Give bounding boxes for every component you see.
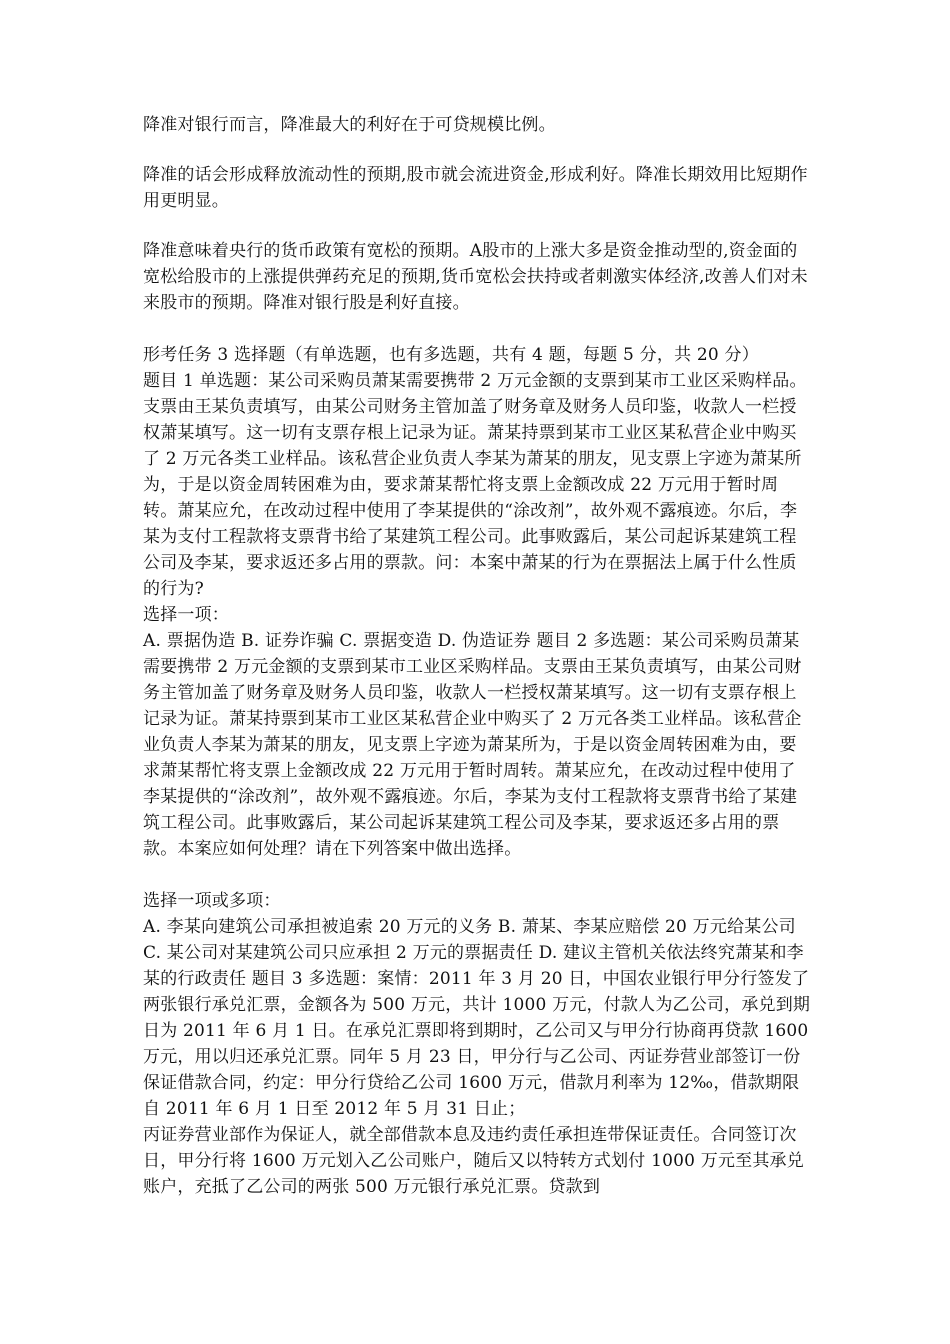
- paragraph-bank-benefit: 降准对银行而言，降准最大的利好在于可贷规模比例。: [143, 115, 556, 135]
- document-page: [143, 112, 811, 1200]
- task-header: 形考任务 3 选择题（有单选题，也有多选题，共有 4 题，每题 5 分，共 20 分）: [143, 345, 759, 365]
- question-2-options-and-question-3: A. 李某向建筑公司承担被追索 20 万元的义务 B. 萧某、李某应赔偿 20 万元给某公司 C. 某公司对某建筑公司只应承担 2 万元的票据责任 D. 建议主管机关依法终究萧某和李某的行政责任 题目 3 多选题：案情：2011 年 3 月 20 日，中国农业银行甲分行签发了两张银行承兑汇票，金额各为 500 万元，共计 1000 万元，付款人为乙公司，承兑到期日为 2011 年 6 月 1 日。在承兑汇票即将到期时，乙公司又与甲分行协商再贷款 1600 万元，用以归还承兑汇票。同年 5 月 23 日，甲分行与乙公司、丙证券营业部签订一份保证借款合同，约定：甲分行贷给乙公司 1600 万元，借款月利率为 12‰，借款期限自 2011 年 6 月 1 日至 2012 年 5 月 31 日止；: [143, 917, 811, 1119]
- paragraph-liquidity-expectation: 降准的话会形成释放流动性的预期,股市就会流进资金,形成利好。降准长期效用比短期作用更明显。: [143, 165, 808, 211]
- paragraph-monetary-policy: 降准意味着央行的货币政策有宽松的预期。A股市的上涨大多是资金推动型的,资金面的宽松给股市的上涨提供弹药充足的预期,货币宽松会扶持或者刺激实体经济,改善人们对未来股市的预期。降准对银行股是利好直接。: [143, 241, 808, 313]
- question-1-options-and-question-2: A. 票据伪造 B. 证券诈骗 C. 票据变造 D. 伪造证券 题目 2 多选题：某公司采购员萧某需要携带 2 万元金额的支票到某市工业区采购样品。支票由王某负责填写，由某公司财务主管加盖了财务章及财务人员印鉴，收款人一栏授权萧某填写。这一切有支票存根上记录为证。萧某持票到某市工业区某私营企业中购买了 2 万元各类工业样品。该私营企业负责人李某为萧某的朋友，见支票上字迹为萧某所为，于是以资金周转困难为由，要求萧某帮忙将支票上金额改成 22 万元用于暂时周转。萧某应允，在改动过程中使用了李某提供的“涂改剂”，故外观不露痕迹。尔后，李某为支付工程款将支票背书给了某建筑工程公司。此事败露后，某公司起诉某建筑工程公司及李某，要求返还多占用的票款。本案应如何处理？请在下列答案中做出选择。: [143, 631, 802, 859]
- question-2-prompt: 选择一项或多项：: [143, 891, 281, 911]
- question-1-text: 题目 1 单选题：某公司采购员萧某需要携带 2 万元金额的支票到某市工业区采购样品。支票由王某负责填写，由某公司财务主管加盖了财务章及财务人员印鉴，收款人一栏授权萧某填写。这一切有支票存根上记录为证。萧某持票到某市工业区某私营企业中购买了 2 万元各类工业样品。该私营企业负责人李某为萧某的朋友，见支票上字迹为萧某所为，于是以资金周转困难为由，要求萧某帮忙将支票上金额改成 22 万元用于暂时周转。萧某应允，在改动过程中使用了李某提供的“涂改剂”，故外观不露痕迹。尔后，李某为支付工程款将支票背书给了某建筑工程公司。此事败露后，某公司起诉某建筑工程公司及李某，要求返还多占用的票款。问：本案中萧某的行为在票据法上属于什么性质的行为?: [143, 371, 807, 599]
- question-3-continued: 丙证券营业部作为保证人，就全部借款本息及违约责任承担连带保证责任。合同签订次日，甲分行将 1600 万元划入乙公司账户，随后又以特转方式划付 1000 万元至其承兑账户，充抵了乙公司的两张 500 万元银行承兑汇票。贷款到: [143, 1125, 804, 1197]
- question-1-prompt: 选择一项：: [143, 605, 229, 625]
